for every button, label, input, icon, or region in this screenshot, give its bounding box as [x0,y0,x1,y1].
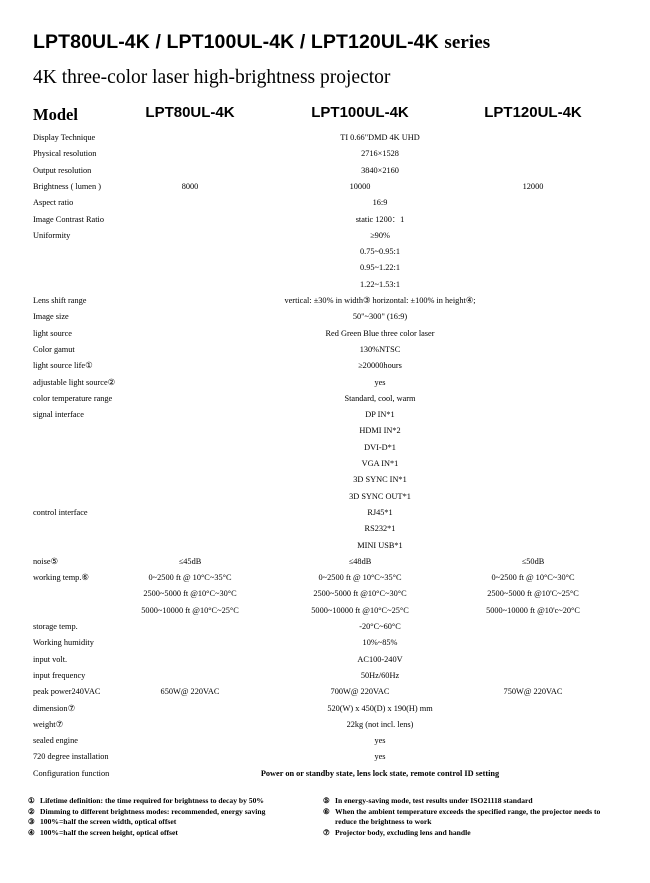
spec-value-shared: HDMI IN*2 [359,426,401,436]
spec-value-shared: 16:9 [372,198,388,208]
spec-value-c2: 5000~10000 ft @10°C~25°C [311,605,409,615]
spec-label: sealed engine [33,736,78,746]
spec-row [0,635,650,651]
spec-row [0,212,650,228]
spec-value-c2: 0~2500 ft @ 10°C~35°C [318,573,402,583]
spec-row [0,277,650,293]
spec-label: dimension⑦ [33,703,76,713]
spec-label: working temp.⑥ [33,573,89,583]
spec-row [0,489,650,505]
spec-value-shared: ≥90% [370,230,390,240]
spec-row [0,244,650,260]
spec-value-c1: 650W@ 220VAC [160,687,220,697]
footnote [28,817,293,828]
spec-value-shared: 520(W) x 450(D) x 190(H) mm [327,703,433,713]
spec-row [0,456,650,472]
spec-row [0,619,650,635]
spec-label: Configuration function [33,768,110,778]
spec-label: Aspect ratio [33,198,74,208]
spec-row [0,749,650,765]
footnote-text: Lifetime definition: the time required for brightness to decay by 50% [40,796,264,805]
spec-row [0,342,650,358]
spec-value-shared: yes [374,377,386,387]
model-header-lpt80: LPT80UL-4K [145,104,235,121]
footnote-text: Projector body, excluding lens and handle [335,827,471,837]
spec-value-shared: Power on or standby state, lens lock state, remote control ID setting [260,768,500,778]
spec-row [0,505,650,521]
spec-label: Working humidity [33,638,94,648]
spec-label: input volt. [33,654,68,664]
spec-value-c3: 2500~5000 ft @10'C~25°C [487,589,579,599]
spec-row [0,358,650,374]
spec-row [0,586,650,602]
spec-value-shared: VGA IN*1 [361,459,399,468]
spec-value-shared: Standard, cool, warm [344,393,416,403]
spec-value-shared: 0.95~1.22:1 [360,263,400,273]
spec-value-shared: yes [374,752,386,762]
spec-value-shared: 3840×2160 [361,165,399,175]
spec-value-c1: 5000~10000 ft @10°C~25°C [141,605,239,615]
spec-value-shared: static 1200：1 [355,214,405,224]
spec-value-c1: 8000 [181,181,199,191]
model-header-lpt100: LPT100UL-4K [311,104,409,121]
spec-row [0,260,650,276]
spec-label: Output resolution [33,165,92,175]
spec-row [0,554,650,570]
footnote-marker: ⑦ [323,827,330,837]
spec-value-c3: 0~2500 ft @ 10°C~30°C [491,573,575,583]
spec-value-c3: ≤50dB [521,556,545,566]
page-title [33,31,490,54]
spec-value-shared: TI 0.66"DMD 4K UHD [340,133,420,142]
spec-value-c2: 700W@ 220VAC [330,687,390,697]
spec-value-c2: 2500~5000 ft @10°C~30°C [313,589,407,599]
spec-label: weight⑦ [33,719,64,729]
page-subtitle: 4K three-color laser high-brightness projector [33,67,391,88]
spec-row [0,766,650,782]
spec-row [0,423,650,439]
footnote-text: 100%=half the screen height, optical offset [40,827,178,837]
spec-value-shared: 50"~300" (16:9) [352,312,408,322]
spec-row [0,146,650,162]
spec-value-c2: ≤48dB [348,556,372,566]
spec-value-shared: 3D SYNC IN*1 [353,475,407,485]
spec-value-c3: 12000 [522,181,544,191]
spec-label: Display Technique [33,133,96,142]
footnote-marker: ⑤ [323,796,330,805]
spec-value-shared: vertical: ±30% in width③ horizontal: ±100% in height④; [284,296,476,305]
footnote-marker: ① [28,796,35,805]
spec-label: noise⑤ [33,556,58,566]
spec-value-shared: DP IN*1 [365,410,395,420]
spec-row [0,603,650,619]
spec-label: Image size [33,312,69,322]
spec-label: Image Contrast Ratio [33,214,104,224]
spec-row [0,701,650,717]
spec-row [0,375,650,391]
spec-row [0,163,650,179]
footnote-text: In energy-saving mode, test results under ISO21118 standard [335,796,533,805]
spec-label: Uniformity [33,230,71,240]
spec-value-c2: 10000 [349,181,371,191]
spec-row [0,652,650,668]
spec-value-shared: 1.22~1.53:1 [360,279,400,289]
spec-row [0,407,650,423]
spec-row [0,309,650,325]
spec-row [0,391,650,407]
footnote-marker: ② [28,806,35,816]
spec-row [0,570,650,586]
spec-value-c1: 2500~5000 ft @10°C~30°C [143,589,237,599]
spec-value-shared: Red Green Blue three color laser [325,328,435,338]
spec-row [0,521,650,537]
footnote [323,828,623,839]
spec-row [0,326,650,342]
footnote-text: 100%=half the screen width, optical offset [40,817,177,826]
footnote-marker: ③ [28,817,35,826]
spec-label: Color gamut [33,344,75,354]
title-models: LPT80UL-4K / LPT100UL-4K / LPT120UL-4K [33,31,439,53]
spec-value-shared: RS232*1 [364,524,396,534]
spec-value-c3: 5000~10000 ft @10'c~20°C [486,605,580,615]
spec-label: peak power240VAC [33,687,101,697]
spec-label: light source life① [33,361,93,371]
spec-value-shared: 50Hz/60Hz [360,670,400,680]
model-header: Model [33,105,78,124]
spec-label: signal interface [33,410,84,420]
footnote [323,796,623,807]
spec-row [0,228,650,244]
spec-value-shared: DVI-D*1 [364,442,396,452]
footnote-marker: ⑥ [323,806,330,816]
spec-value-c1: ≤45dB [178,556,202,566]
spec-row [0,538,650,554]
spec-label: adjustable light source② [33,377,116,387]
spec-label: input frequency [33,670,86,680]
spec-row [0,179,650,195]
spec-label: 720 degree installation [33,752,109,762]
model-header-lpt120: LPT120UL-4K [484,104,582,121]
spec-value-shared: AC100-240V [357,654,403,664]
footnote-marker: ④ [28,827,35,837]
spec-row [0,130,650,146]
footnotes-left [28,796,293,838]
spec-value-shared: 130%NTSC [359,344,401,354]
spec-row [0,717,650,733]
spec-value-shared: 0.75~0.95:1 [360,247,400,257]
spec-row [0,668,650,684]
spec-value-shared: 3D SYNC OUT*1 [349,491,411,501]
spec-value-c3: 750W@ 220VAC [503,687,563,697]
footnotes-right [323,796,623,838]
spec-value-shared: RJ45*1 [367,507,393,517]
spec-row [0,195,650,211]
spec-value-shared: 10%~85% [362,638,398,648]
spec-label: light source [33,328,72,338]
spec-value-shared: -20°C~60°C [359,622,401,631]
spec-label: Brightness ( lumen ) [33,181,101,191]
spec-row [0,472,650,488]
footnote [28,807,293,818]
spec-value-shared: MINI USB*1 [357,540,403,550]
footnote [28,828,293,839]
footnote-text: Dimming to different brightness modes: recommended, energy saving [40,806,266,816]
spec-row [0,293,650,309]
footnote [323,807,623,828]
title-suffix: series [444,32,491,53]
spec-label: Physical resolution [33,149,97,159]
spec-value-c1: 0~2500 ft @ 10°C~35°C [148,573,232,583]
footnote-text: When the ambient temperature exceeds the specified range, the projector needs to reduce the brightness to work [335,806,601,826]
spec-value-shared: yes [374,736,386,746]
spec-row [0,684,650,700]
spec-value-shared: 2716×1528 [361,149,399,159]
spec-label: storage temp. [33,622,78,631]
spec-value-shared: ≥20000hours [358,361,402,371]
spec-row [0,440,650,456]
spec-label: Lens shift range [33,296,87,305]
spec-row [0,733,650,749]
spec-label: control interface [33,507,88,517]
spec-label: color temperature range [33,393,113,403]
footnote [28,796,293,807]
spec-value-shared: 22kg (not incl. lens) [346,719,414,729]
